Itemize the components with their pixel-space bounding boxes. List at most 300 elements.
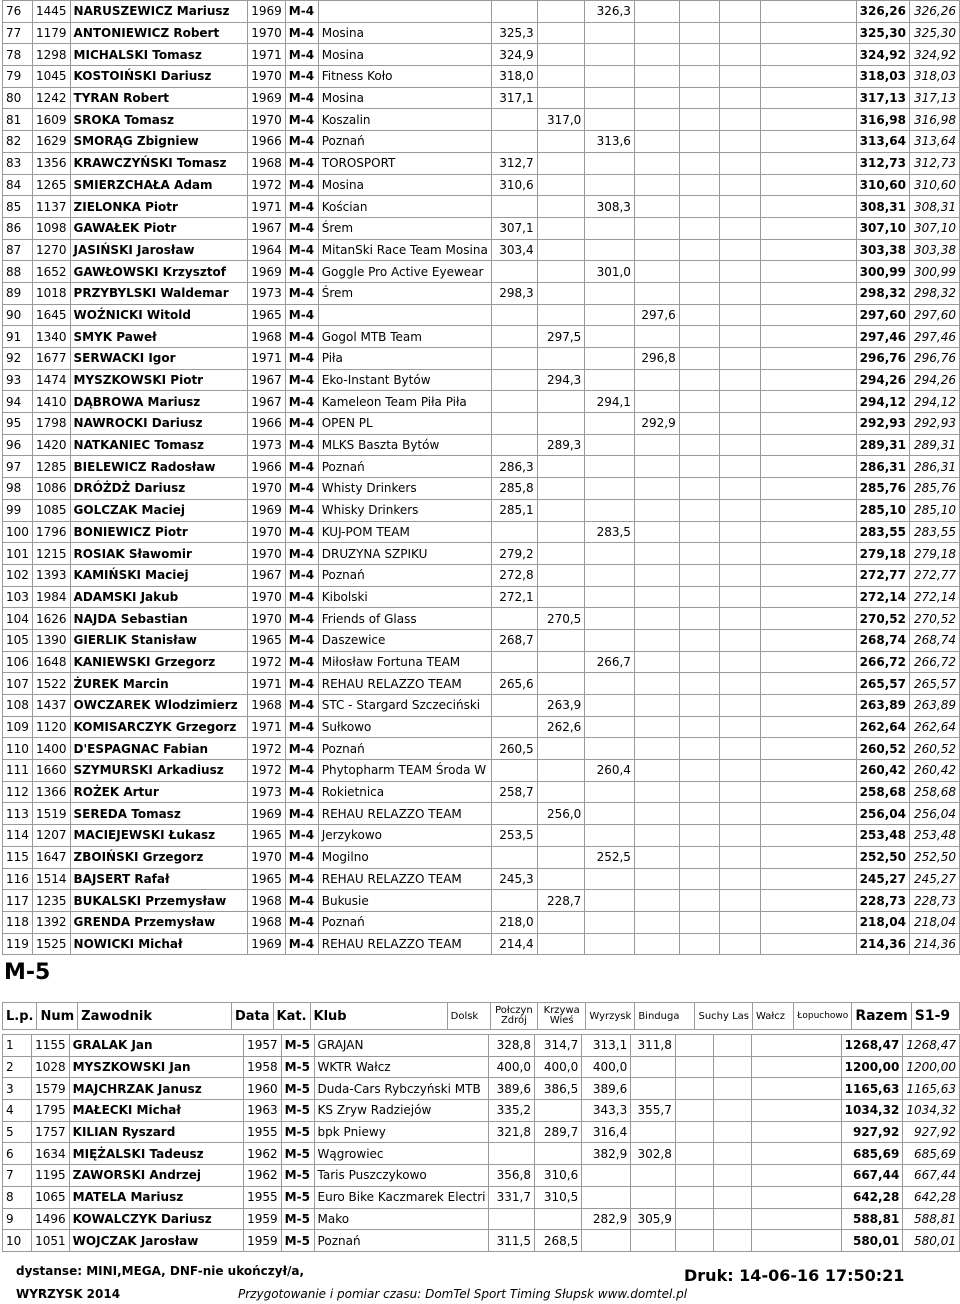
table-cell: 294,3 [537, 369, 585, 391]
table-cell: M-4 [285, 738, 318, 760]
footer-event: WYRZYSK 2014 [16, 1287, 121, 1301]
table-cell: 114 [3, 825, 33, 847]
table-cell [720, 196, 760, 218]
table-cell: M-4 [285, 22, 318, 44]
table-cell: 324,92 [856, 44, 909, 66]
table-cell: ROSIAK Sławomir [70, 543, 248, 565]
table-cell [760, 911, 856, 933]
table-cell [634, 1, 679, 23]
results-table-m4 [2, 0, 960, 955]
table-cell [752, 1100, 842, 1122]
table-cell [537, 217, 585, 239]
table-cell: DRUZYNA SZPIKU [318, 543, 491, 565]
table-cell [720, 109, 760, 131]
table-cell: 1648 [32, 651, 70, 673]
table-cell: 382,9 [582, 1143, 631, 1165]
table-row [3, 933, 960, 955]
table-cell: 104 [3, 608, 33, 630]
table-cell [634, 629, 679, 651]
table-cell [537, 543, 585, 565]
table-cell: 1420 [32, 434, 70, 456]
table-cell [760, 413, 856, 435]
table-cell: M-4 [285, 608, 318, 630]
table-cell [760, 738, 856, 760]
table-cell [679, 1, 719, 23]
table-cell [679, 911, 719, 933]
table-cell [634, 66, 679, 88]
table-cell: 1137 [32, 196, 70, 218]
table-cell [760, 196, 856, 218]
table-cell: 1200,00 [841, 1056, 903, 1078]
table-cell: GAWŁOWSKI Krzysztof [70, 261, 248, 283]
table-cell: M-4 [285, 304, 318, 326]
table-cell: 389,6 [582, 1078, 631, 1100]
table-cell: M-4 [285, 44, 318, 66]
table-cell [720, 152, 760, 174]
table-cell: M-4 [285, 499, 318, 521]
table-cell [631, 1078, 676, 1100]
table-cell [537, 44, 585, 66]
table-row [3, 152, 960, 174]
table-cell: 1973 [248, 282, 286, 304]
table-cell: M-5 [281, 1121, 314, 1143]
table-cell [760, 66, 856, 88]
table-cell: M-4 [285, 803, 318, 825]
table-cell [679, 152, 719, 174]
table-cell [634, 846, 679, 868]
table-cell [760, 673, 856, 695]
table-cell [713, 1056, 751, 1078]
table-cell: BONIEWICZ Piotr [70, 521, 248, 543]
table-cell [582, 1165, 631, 1187]
header-razem: Razem [852, 1003, 911, 1030]
table-cell [679, 499, 719, 521]
table-cell: NOWICKI Michał [70, 933, 248, 955]
table-cell: 310,6 [534, 1165, 581, 1187]
table-cell [720, 803, 760, 825]
table-row [3, 586, 960, 608]
table-cell: 1660 [32, 760, 70, 782]
table-cell [537, 933, 585, 955]
table-cell: 289,31 [909, 434, 959, 456]
table-cell [679, 738, 719, 760]
table-cell [713, 1208, 751, 1230]
header-zawodnik: Zawodnik [78, 1003, 232, 1030]
table-cell [679, 716, 719, 738]
table-cell: 400,0 [489, 1056, 534, 1078]
table-cell: 642,28 [903, 1186, 960, 1208]
table-cell: 310,6 [491, 174, 537, 196]
table-cell: 1965 [248, 304, 286, 326]
table-cell: 927,92 [841, 1121, 903, 1143]
table-cell [720, 369, 760, 391]
table-cell: 325,30 [856, 22, 909, 44]
table-cell: M-4 [285, 456, 318, 478]
table-cell [760, 521, 856, 543]
table-cell: 286,3 [491, 456, 537, 478]
table-cell [491, 608, 537, 630]
table-cell: 285,8 [491, 478, 537, 500]
table-row [3, 478, 960, 500]
table-cell: 1971 [248, 716, 286, 738]
table-row [3, 1230, 960, 1252]
table-cell: 1098 [32, 217, 70, 239]
table-row [3, 217, 960, 239]
table-cell: M-4 [285, 673, 318, 695]
table-cell: Mosina [318, 174, 491, 196]
table-cell: M-4 [285, 911, 318, 933]
section-title: M-5 [4, 960, 51, 985]
table-cell [752, 1208, 842, 1230]
table-cell: 94 [3, 391, 33, 413]
table-cell [634, 478, 679, 500]
table-cell: Rokietnica [318, 781, 491, 803]
table-cell [634, 87, 679, 109]
table-cell: 283,55 [909, 521, 959, 543]
table-cell: M-4 [285, 478, 318, 500]
table-cell: SMYK Paweł [70, 326, 248, 348]
table-cell: MYSZKOWSKI Jan [69, 1056, 243, 1078]
table-cell: 313,6 [585, 131, 635, 153]
table-cell: 285,10 [909, 499, 959, 521]
table-cell [760, 87, 856, 109]
table-cell [585, 543, 635, 565]
table-cell: 256,04 [909, 803, 959, 825]
table-cell [489, 1143, 534, 1165]
table-cell [679, 608, 719, 630]
table-cell: 1970 [248, 66, 286, 88]
table-cell: 1390 [32, 629, 70, 651]
table-cell: REHAU RELAZZO TEAM [318, 933, 491, 955]
table-cell: 109 [3, 716, 33, 738]
table-cell: 214,36 [909, 933, 959, 955]
table-cell [534, 1208, 581, 1230]
table-cell: 326,3 [585, 1, 635, 23]
table-cell [760, 1, 856, 23]
table-cell [634, 261, 679, 283]
table-row [3, 87, 960, 109]
table-cell: 313,1 [582, 1035, 631, 1057]
table-cell: M-4 [285, 239, 318, 261]
table-row [3, 651, 960, 673]
table-cell: 272,77 [909, 564, 959, 586]
table-cell [634, 868, 679, 890]
table-cell [720, 348, 760, 370]
table-cell: M-4 [285, 109, 318, 131]
table-cell: 1970 [248, 543, 286, 565]
table-cell: Kibolski [318, 586, 491, 608]
table-cell: M-4 [285, 369, 318, 391]
table-cell: M-4 [285, 651, 318, 673]
table-cell: 268,74 [856, 629, 909, 651]
table-cell: 1393 [32, 564, 70, 586]
table-cell [720, 217, 760, 239]
table-cell [679, 933, 719, 955]
table-cell [585, 781, 635, 803]
table-cell: 300,99 [909, 261, 959, 283]
table-cell: 108 [3, 695, 33, 717]
results-header [2, 1002, 960, 1030]
table-cell: 314,7 [534, 1035, 581, 1057]
table-cell [537, 564, 585, 586]
table-cell: 400,0 [582, 1056, 631, 1078]
table-cell [760, 695, 856, 717]
table-cell: REHAU RELAZZO TEAM [318, 673, 491, 695]
table-cell: 263,9 [537, 695, 585, 717]
table-cell: 292,93 [856, 413, 909, 435]
table-cell: 268,7 [491, 629, 537, 651]
table-cell: 1179 [32, 22, 70, 44]
table-cell [537, 521, 585, 543]
table-cell: 1796 [32, 521, 70, 543]
table-cell [720, 521, 760, 543]
table-cell [491, 695, 537, 717]
table-cell [679, 543, 719, 565]
table-cell [720, 434, 760, 456]
table-cell: 272,77 [856, 564, 909, 586]
table-cell [720, 413, 760, 435]
table-cell: 282,9 [582, 1208, 631, 1230]
table-cell: 1959 [244, 1208, 282, 1230]
table-cell [634, 391, 679, 413]
table-cell [720, 629, 760, 651]
table-cell: 86 [3, 217, 33, 239]
table-cell: 324,9 [491, 44, 537, 66]
table-cell: 685,69 [903, 1143, 960, 1165]
table-cell [720, 456, 760, 478]
table-cell [634, 695, 679, 717]
table-row [3, 434, 960, 456]
table-cell: 1268,47 [903, 1035, 960, 1057]
table-cell [679, 825, 719, 847]
table-cell [679, 456, 719, 478]
table-row [3, 1, 960, 23]
table-cell [634, 282, 679, 304]
table-cell [318, 1, 491, 23]
table-cell [679, 803, 719, 825]
table-cell: 1969 [248, 261, 286, 283]
table-cell: 317,13 [909, 87, 959, 109]
table-cell: 1965 [248, 868, 286, 890]
table-cell: 1970 [248, 586, 286, 608]
table-cell [675, 1100, 713, 1122]
table-cell [752, 1143, 842, 1165]
table-cell: MIĘŻALSKI Tadeusz [69, 1143, 243, 1165]
table-cell [679, 217, 719, 239]
table-cell: 1973 [248, 781, 286, 803]
table-cell: Euro Bike Kaczmarek Electri [314, 1186, 489, 1208]
table-cell: 228,73 [856, 890, 909, 912]
table-cell: 1957 [244, 1035, 282, 1057]
table-cell: 76 [3, 1, 33, 23]
table-cell: M-4 [285, 781, 318, 803]
table-cell [679, 586, 719, 608]
table-cell: 3 [3, 1078, 32, 1100]
table-cell: 303,4 [491, 239, 537, 261]
table-cell: 321,8 [489, 1121, 534, 1143]
table-cell: 1034,32 [841, 1100, 903, 1122]
table-cell: Gogol MTB Team [318, 326, 491, 348]
table-cell: 286,31 [856, 456, 909, 478]
table-cell: 263,89 [856, 695, 909, 717]
table-cell [585, 239, 635, 261]
table-cell [720, 66, 760, 88]
table-cell [585, 174, 635, 196]
table-cell: GRENDA Przemysław [70, 911, 248, 933]
table-cell [679, 781, 719, 803]
table-cell: 1200,00 [903, 1056, 960, 1078]
table-cell [760, 543, 856, 565]
table-cell: 95 [3, 413, 33, 435]
table-cell [679, 413, 719, 435]
table-cell: 260,5 [491, 738, 537, 760]
table-cell: 305,9 [631, 1208, 676, 1230]
table-cell [760, 174, 856, 196]
table-cell: M-4 [285, 87, 318, 109]
table-cell: bpk Pniewy [314, 1121, 489, 1143]
table-cell [679, 846, 719, 868]
table-row [3, 369, 960, 391]
table-row [3, 673, 960, 695]
table-cell [634, 326, 679, 348]
table-cell: 80 [3, 87, 33, 109]
table-cell [760, 434, 856, 456]
table-cell: 307,10 [856, 217, 909, 239]
table-cell: M-4 [285, 695, 318, 717]
table-cell: 245,3 [491, 868, 537, 890]
table-cell: M-4 [285, 348, 318, 370]
table-cell: 218,0 [491, 911, 537, 933]
table-cell: 1085 [32, 499, 70, 521]
table-cell: 1496 [32, 1208, 70, 1230]
table-cell: M-4 [285, 933, 318, 955]
table-row [3, 282, 960, 304]
table-cell [720, 87, 760, 109]
table-cell [585, 87, 635, 109]
table-cell: 1972 [248, 651, 286, 673]
table-cell: 316,4 [582, 1121, 631, 1143]
table-cell: 317,13 [856, 87, 909, 109]
table-cell: Jerzykowo [318, 825, 491, 847]
table-cell: 580,01 [841, 1230, 903, 1252]
table-cell: 89 [3, 282, 33, 304]
table-cell [679, 868, 719, 890]
table-cell: 1270 [32, 239, 70, 261]
table-cell: 260,42 [856, 760, 909, 782]
table-cell: 8 [3, 1186, 32, 1208]
table-cell: 343,3 [582, 1100, 631, 1122]
table-cell [585, 586, 635, 608]
table-cell: 279,18 [909, 543, 959, 565]
table-cell: MACIEJEWSKI Łukasz [70, 825, 248, 847]
table-cell [760, 803, 856, 825]
table-cell: Poznań [318, 911, 491, 933]
table-row [3, 1143, 960, 1165]
table-cell [679, 22, 719, 44]
table-cell: 1018 [32, 282, 70, 304]
table-cell: 4 [3, 1100, 32, 1122]
table-cell [491, 109, 537, 131]
table-cell: KOMISARCZYK Grzegorz [70, 716, 248, 738]
table-cell: 1410 [32, 391, 70, 413]
table-cell: GAWAŁEK Piotr [70, 217, 248, 239]
table-cell: 296,76 [909, 348, 959, 370]
table-cell: 289,31 [856, 434, 909, 456]
table-cell [675, 1165, 713, 1187]
table-cell: 1634 [32, 1143, 70, 1165]
table-cell: 303,38 [909, 239, 959, 261]
table-cell: 9 [3, 1208, 32, 1230]
table-cell: M-4 [285, 868, 318, 890]
table-cell: 286,31 [909, 456, 959, 478]
table-cell [679, 478, 719, 500]
table-cell [537, 911, 585, 933]
table-cell: M-4 [285, 825, 318, 847]
table-cell [720, 499, 760, 521]
results-table-m5 [2, 1034, 960, 1252]
table-cell: ZAWORSKI Andrzej [69, 1165, 243, 1187]
table-cell: 1971 [248, 348, 286, 370]
header-data: Data [231, 1003, 273, 1030]
table-cell: M-5 [281, 1100, 314, 1122]
table-cell: 1677 [32, 348, 70, 370]
table-cell: 106 [3, 651, 33, 673]
table-row [3, 1100, 960, 1122]
table-cell: 214,36 [856, 933, 909, 955]
table-cell: M-4 [285, 217, 318, 239]
table-cell: 297,46 [909, 326, 959, 348]
table-cell: 303,38 [856, 239, 909, 261]
table-cell: SERWACKI Igor [70, 348, 248, 370]
table-cell [752, 1121, 842, 1143]
table-cell: Mosina [318, 44, 491, 66]
table-cell: 1120 [32, 716, 70, 738]
table-cell: 1966 [248, 456, 286, 478]
table-cell: Mosina [318, 22, 491, 44]
table-cell: Poznań [318, 564, 491, 586]
table-cell: 1962 [244, 1143, 282, 1165]
table-cell [537, 825, 585, 847]
table-cell: 7 [3, 1165, 32, 1187]
table-cell: 1971 [248, 673, 286, 695]
table-row [3, 391, 960, 413]
table-cell: 310,60 [856, 174, 909, 196]
header-dolsk: Dolsk [447, 1003, 490, 1030]
table-cell: 927,92 [903, 1121, 960, 1143]
table-cell: 312,7 [491, 152, 537, 174]
table-cell [679, 521, 719, 543]
table-cell [713, 1035, 751, 1057]
table-cell: Phytopharm TEAM Środa W [318, 760, 491, 782]
table-cell: 1298 [32, 44, 70, 66]
table-cell [491, 391, 537, 413]
table-row [3, 499, 960, 521]
table-cell [720, 760, 760, 782]
table-cell [585, 911, 635, 933]
table-cell: M-4 [285, 890, 318, 912]
table-cell: 285,76 [856, 478, 909, 500]
table-cell: REHAU RELAZZO TEAM [318, 868, 491, 890]
table-row [3, 66, 960, 88]
table-cell: SMORĄG Zbigniew [70, 131, 248, 153]
table-cell: M-4 [285, 543, 318, 565]
table-cell [720, 933, 760, 955]
table-cell [537, 239, 585, 261]
table-cell: 285,1 [491, 499, 537, 521]
table-cell: 1514 [32, 868, 70, 890]
table-cell: PRZYBYLSKI Waldemar [70, 282, 248, 304]
header-walcz: Wałcz [753, 1003, 794, 1030]
